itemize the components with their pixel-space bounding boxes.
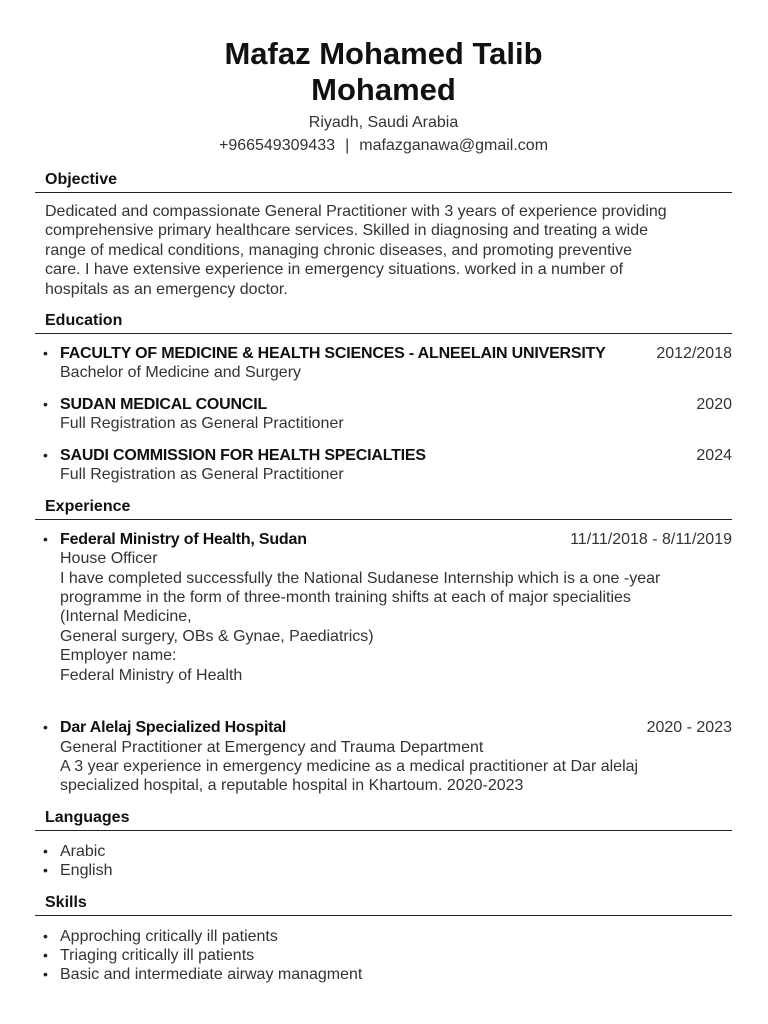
objective-line: Dedicated and compassionate General Practitioner with 3 years of experience providing <box>45 203 667 220</box>
resume-header <box>35 36 732 157</box>
education-list <box>35 344 732 485</box>
languages-section <box>35 808 732 881</box>
objective-text <box>35 202 732 299</box>
experience-date: 11/11/2018 - 8/11/2019 <box>570 530 732 548</box>
section-title-skills: Skills <box>35 893 732 916</box>
skill-item: • Triaging critically ill patients <box>35 946 732 965</box>
candidate-name <box>35 36 732 108</box>
experience-line: specialized hospital, a reputable hospital in Khartoum. 2020-2023 <box>60 777 524 795</box>
objective-line: comprehensive primary healthcare services. Skilled in diagnosing and treating a wide <box>45 222 648 240</box>
experience-date: 2020 - 2023 <box>646 719 732 737</box>
education-institution: • SAUDI COMMISSION FOR HEALTH SPECIALTIES <box>60 447 426 465</box>
experience-list <box>35 530 732 796</box>
education-date: 2024 <box>696 447 732 465</box>
section-title-objective: Objective <box>35 170 732 193</box>
section-title-experience: Experience <box>35 497 732 520</box>
education-detail: Full Registration as General Practitioner <box>60 466 344 484</box>
objective-line: range of medical conditions, managing chronic diseases, and promoting preventive <box>45 241 633 259</box>
objective-line: care. I have extensive experience in emergency situations. worked in a number of <box>45 261 624 279</box>
experience-item <box>35 718 732 796</box>
experience-line: Employer name: <box>60 647 177 665</box>
candidate-name-line2: Mohamed <box>311 72 456 107</box>
candidate-name-line1: Mafaz Mohamed Talib <box>224 36 543 71</box>
skills-section <box>35 893 732 985</box>
education-item <box>35 344 732 383</box>
experience-line: Federal Ministry of Health <box>60 666 243 684</box>
experience-line: House Officer <box>60 550 158 568</box>
contact-phone: +966549309433 <box>218 137 336 154</box>
experience-item <box>35 530 732 685</box>
education-date: 2020 <box>696 396 732 414</box>
section-title-education: Education <box>35 311 732 334</box>
education-date: 2012/2018 <box>656 345 732 363</box>
experience-line: General Practitioner at Emergency and Trauma Department <box>60 738 484 756</box>
objective-line: hospitals as an emergency doctor. <box>45 280 288 298</box>
contact-email[interactable]: mafazganawa@gmail.com <box>359 137 549 154</box>
section-title-languages: Languages <box>35 808 732 831</box>
resume-page <box>35 36 732 985</box>
skill-item: • Basic and intermediate airway managment <box>35 965 732 984</box>
experience-line: General surgery, OBs & Gynae, Paediatrics) <box>60 627 374 645</box>
languages-list <box>35 842 732 881</box>
skill-item: • Approching critically ill patients <box>35 927 732 946</box>
experience-line: I have completed successfully the National Sudanese Internship which is a one -year <box>60 569 661 587</box>
language-item: • English <box>35 861 732 880</box>
education-section <box>35 311 732 485</box>
skills-list <box>35 927 732 985</box>
experience-employer: • Federal Ministry of Health, Sudan <box>60 530 307 548</box>
education-detail: Full Registration as General Practitioner <box>60 415 344 433</box>
experience-line: A 3 year experience in emergency medicine as a medical practitioner at Dar alelaj <box>60 757 639 775</box>
contact-location: Riyadh, Saudi Arabia <box>308 114 459 131</box>
experience-employer: • Dar Alelaj Specialized Hospital <box>60 719 287 737</box>
education-institution: • FACULTY OF MEDICINE & HEALTH SCIENCES - ALNEELAIN UNIVERSITY <box>60 345 606 363</box>
experience-line: programme in the form of three-month training shifts at each of major specialities <box>60 589 631 607</box>
objective-section <box>35 170 732 299</box>
education-item <box>35 446 732 485</box>
experience-section <box>35 497 732 796</box>
education-item <box>35 395 732 434</box>
contact-line <box>35 135 732 157</box>
education-institution: • SUDAN MEDICAL COUNCIL <box>60 396 268 414</box>
contact-separator: | <box>345 137 350 154</box>
experience-line: (Internal Medicine, <box>60 608 192 626</box>
language-item: • Arabic <box>35 842 732 861</box>
education-detail: Bachelor of Medicine and Surgery <box>60 364 302 382</box>
